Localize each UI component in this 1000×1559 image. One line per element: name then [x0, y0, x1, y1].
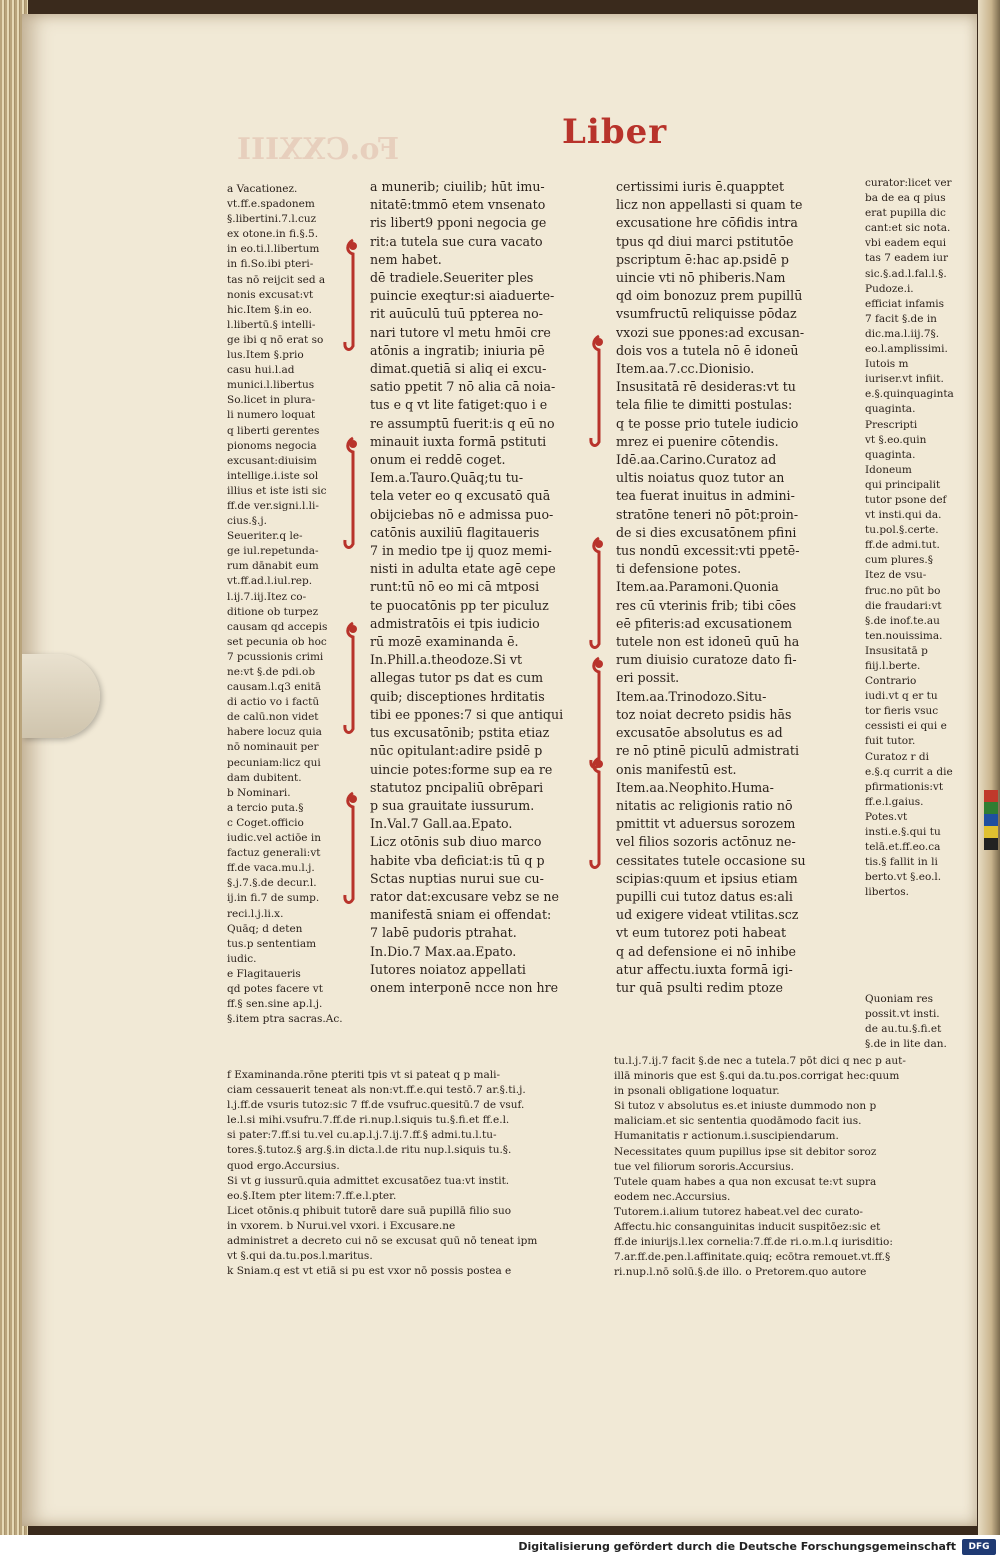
rubric-initial-6: [588, 534, 610, 654]
rubric-initial-2: [342, 434, 364, 554]
text-line: a munerib; ciuilib; hūt imu-: [370, 179, 545, 194]
text-line: vt insti.qui da.: [865, 509, 942, 522]
text-line: efficiat infamis: [865, 297, 945, 310]
text-line: rum diuisio curatoze dato fi-: [616, 652, 797, 668]
text-line: vt.ff.ad.l.iul.rep.: [227, 575, 313, 588]
text-line: illā minoris que est §.qui da.tu.pos.corrigat hec:quum: [614, 1070, 900, 1083]
text-line: rator dat:excusare vebz se ne: [370, 888, 559, 904]
text-line: lus.Item §.prio: [227, 349, 304, 362]
text-line: telā.et.ff.eo.ca: [865, 841, 941, 854]
text-line: tus excusatōnib; pstita etiaz: [370, 725, 550, 741]
text-line: factuz generali:vt: [227, 847, 321, 860]
text-line: dimat.quetiā si aliq ei excu-: [370, 361, 547, 377]
text-line: k Sniam.q est vt etiā si pu est vxor nō possis postea e: [227, 1265, 512, 1278]
text-line: Necessitates quum pupillus ipse sit debitor soroz: [614, 1145, 877, 1158]
rubric-initial-4: [342, 789, 364, 909]
text-line: in psonali obligatione loquatur.: [614, 1085, 780, 1098]
text-line: pionoms negocia: [227, 439, 317, 452]
text-line: onem interponē ncce non hre: [370, 979, 559, 995]
text-line: Insusitatā p: [865, 644, 928, 657]
text-line: rum dānabit eum: [227, 560, 319, 573]
text-line: ba de ea q pius: [865, 192, 946, 205]
text-line: maliciam.et sic sententia quodāmodo facit ius.: [614, 1115, 862, 1128]
text-line: cum plures.§: [865, 554, 933, 567]
text-line: ff.de vaca.mu.l.j.: [227, 862, 315, 875]
text-line: quaginta.: [865, 403, 916, 416]
text-line: Potes.vt: [865, 810, 908, 823]
text-line: te puocatōnis pp ter piculuz: [370, 597, 549, 613]
right-page-edge: [978, 0, 1000, 1535]
text-line: rit auūculū tuū ppterea no-: [370, 306, 544, 322]
text-line: vt §.qui da.tu.pos.l.maritus.: [227, 1250, 373, 1263]
text-line: Tutorem.i.alium tutorez habeat.vel dec curato-: [614, 1205, 863, 1218]
text-line: 7 pcussionis crimi: [227, 650, 324, 663]
text-line: tpus qd diui marci pstitutōe: [616, 233, 794, 249]
text-line: ultis noiatus quoz tutor an: [616, 470, 785, 486]
text-line: erat pupilla dic: [865, 207, 946, 220]
text-line: Curatoz r di: [865, 750, 929, 763]
text-line: ti defensione potes.: [616, 561, 742, 577]
text-line: quib; disceptiones hrditatis: [370, 688, 545, 704]
text-line: Iem.a.Tauro.Quāq;tu tu-: [370, 470, 524, 486]
text-line: quod ergo.Accursius.: [227, 1159, 340, 1172]
page-title: Liber: [562, 112, 668, 152]
text-line: pmittit vt aduersus sorozem: [616, 816, 796, 832]
text-line: tutele non est idoneū quū ha: [616, 634, 800, 650]
text-line: cius.§.j.: [227, 515, 267, 528]
text-line: Itez de vsu-: [865, 569, 927, 582]
text-line: dois vos a tutela nō ē idoneū: [616, 342, 799, 358]
text-line: rū mozē examinanda ē.: [370, 634, 519, 650]
text-line: pfirmationis:vt: [865, 780, 944, 793]
text-line: vxozi sue ppones:ad excusan-: [616, 324, 805, 340]
text-line: eri possit.: [616, 670, 680, 686]
text-line: In.Dio.7 Max.aa.Epato.: [370, 943, 517, 959]
text-line: qui principalit: [865, 478, 941, 491]
text-line: Humanitatis r actionum.i.suscipiendarum.: [614, 1130, 839, 1143]
text-line: causam qd accepis: [227, 620, 328, 633]
rubric-initial-5: [588, 332, 610, 452]
text-line: cessisti ei qui e: [865, 720, 947, 733]
gloss-right-column-lower: [865, 992, 973, 1052]
text-line: §.de inof.te.au: [865, 614, 940, 627]
text-line: die fraudari:vt: [865, 599, 942, 612]
text-line: Licz otōnis sub diuo marco: [370, 834, 542, 850]
text-line: fuit tutor.: [865, 735, 916, 748]
text-line: in eo.ti.l.libertum: [227, 243, 320, 256]
text-line: tea fuerat inuitus in admini-: [616, 488, 795, 504]
text-line: ff.e.l.gaius.: [865, 795, 924, 808]
text-line: f Examinanda.rōne pteriti tpis vt si pateat q p mali-: [227, 1069, 501, 1081]
text-line: l.j.ff.de vsuris tutoz:sic 7 ff.de vsufruc.quesitū.7 de vsuf.: [227, 1099, 525, 1112]
text-line: vbi eadem equi: [865, 237, 947, 250]
text-line: ff.de admi.tut.: [865, 539, 940, 552]
text-line: tus nondū excessit:vti ppetē-: [616, 543, 800, 559]
text-line: re assumptū fuerit:is q eū no: [370, 415, 555, 431]
text-line: licz non appellasti si quam te: [616, 197, 803, 213]
gloss-bottom-left: [227, 1068, 607, 1279]
text-line: Item.aa.Paramoni.Quonia: [616, 579, 779, 595]
text-line: p sua grauitate iussurum.: [370, 797, 535, 813]
text-line: Item.aa.7.cc.Dionisio.: [616, 361, 755, 377]
main-text-column-1: [370, 178, 610, 997]
text-line: berto.vt §.eo.l.: [865, 871, 942, 884]
text-line: eodem nec.Accursius.: [614, 1190, 731, 1203]
gloss-bottom-right: [614, 1054, 974, 1280]
text-line: causam.l.q3 enitā: [227, 681, 322, 694]
main-text-column-2: [616, 178, 856, 997]
text-line: puincie exeqtur:si aiaduerte-: [370, 288, 555, 304]
text-line: Iutois m: [865, 358, 909, 371]
text-line: ciam cessauerit teneat als non:vt.ff.e.qui testō.7 ar.§.ti.j.: [227, 1084, 526, 1097]
text-line: re nō ptinē piculū admistrati: [616, 743, 799, 759]
text-line: Iutores noiatoz appellati: [370, 961, 526, 977]
page-clip-marker: [22, 654, 100, 738]
text-line: certissimi iuris ē.quapptet: [616, 179, 785, 194]
text-line: nō nominauit per: [227, 741, 319, 754]
text-line: tibi ee ppones:7 si que antiqui: [370, 706, 564, 722]
text-line: 7.ar.ff.de.pen.l.affinitate.quiq; ecōtra remouet.vt.ff.§: [614, 1251, 891, 1264]
text-line: curator:licet ver: [865, 177, 952, 189]
text-line: atōnis a ingratib; iniuria pē: [370, 342, 545, 358]
text-line: atur affectu.iuxta formā igi-: [616, 961, 793, 977]
text-line: de au.tu.§.fi.et: [865, 1023, 942, 1036]
text-line: mrez ei puenire cōtendis.: [616, 433, 779, 449]
text-line: Si tutoz v absolutus es.et iniuste dummodo non p: [614, 1100, 877, 1113]
text-line: fruc.no pūt bo: [865, 584, 941, 597]
text-line: ris libert9 pponi negocia ge: [370, 215, 547, 231]
text-line: Quoniam res: [865, 993, 933, 1005]
text-line: ff.de ver.signi.l.li-: [227, 499, 319, 512]
dfg-logo: DFG: [962, 1539, 996, 1555]
text-line: uincie vti nō phiberis.Nam: [616, 270, 786, 286]
text-line: dē tradiele.Seueriter ples: [370, 270, 534, 286]
text-line: nūc opitulant:adire psidē p: [370, 743, 543, 759]
text-line: iuriser.vt infiit.: [865, 373, 944, 386]
text-line: nisti in adulta etate agē cepe: [370, 561, 556, 577]
text-line: iudi.vt q er tu: [865, 690, 938, 703]
text-line: hic.Item §.in eo.: [227, 303, 312, 316]
text-line: §.j.7.§.de decur.l.: [227, 877, 317, 890]
text-line: §.de in lite dan.: [865, 1038, 947, 1051]
text-line: satio ppetit 7 nō alia cā noia-: [370, 379, 556, 395]
text-line: onum ei reddē coget.: [370, 452, 506, 468]
text-line: ge iul.repetunda-: [227, 545, 319, 558]
text-line: cant:et sic nota.: [865, 222, 951, 235]
text-line: vsumfructū reliquisse pōdaz: [616, 306, 797, 322]
text-line: eē pfiteris:ad excusationem: [616, 615, 793, 631]
text-line: ff.§ sen.sine ap.l.j.: [227, 998, 323, 1011]
text-line: le.l.si mihi.vsufru.7.ff.de ri.nup.l.siquis tu.§.fi.et ff.e.l.: [227, 1114, 510, 1127]
color-calibration-bar: [984, 790, 998, 852]
text-line: 7 facit §.de in: [865, 312, 937, 325]
text-line: Sctas nuptias nurui sue cu-: [370, 870, 544, 886]
text-line: eo.l.amplissimi.: [865, 343, 948, 356]
text-line: dam dubitent.: [227, 771, 302, 784]
text-line: tu.pol.§.certe.: [865, 524, 939, 537]
text-line: tue vel filiorum sororis.Accursius.: [614, 1160, 795, 1173]
text-line: tis.§ fallit in li: [865, 856, 938, 869]
text-line: Prescripti: [865, 418, 918, 431]
text-line: pscriptum ē:hac ap.psidē p: [616, 251, 789, 267]
text-line: tutor psone def: [865, 493, 947, 506]
text-line: tela filie te dimitti postulas:: [616, 397, 793, 413]
text-line: c Coget.officio: [227, 816, 304, 829]
text-line: ri.nup.l.nō solū.§.de illo. o Pretorem.quo autore: [614, 1266, 867, 1279]
text-line: catōnis auxiliū flagitaueris: [370, 524, 540, 540]
text-line: reci.l.j.li.x.: [227, 907, 284, 920]
digitization-credit: Digitalisierung gefördert durch die Deutsche Forschungsgemeinschaft: [518, 1540, 956, 1553]
text-line: statutoz pncipaliū obrēpari: [370, 779, 544, 795]
text-line: §.item ptra sacras.Ac.: [227, 1013, 343, 1026]
text-line: l.ij.7.iij.Itez co-: [227, 590, 307, 603]
text-line: Seueriter.q le-: [227, 530, 303, 543]
text-line: quaginta.: [865, 448, 916, 461]
text-line: insti.e.§.qui tu: [865, 826, 941, 839]
text-line: vt.ff.e.spadonem: [227, 198, 315, 211]
text-line: Idē.aa.Carino.Curatoz ad: [616, 452, 777, 468]
rubric-initial-3: [342, 619, 364, 739]
text-line: manifestā sniam ei offendat:: [370, 907, 552, 923]
text-line: e.§.quinquaginta: [865, 388, 954, 401]
text-line: pecuniam:licz qui: [227, 756, 321, 769]
footer-bar: [0, 1535, 1000, 1559]
text-line: rit:a tutela sue cura vacato: [370, 233, 543, 249]
text-line: libertos.: [865, 886, 909, 899]
text-line: onis manifestū est.: [616, 761, 737, 777]
text-line: res cū vterinis frib; tibi cōes: [616, 597, 797, 613]
text-line: vt §.eo.quin: [865, 433, 927, 446]
text-line: pupilli cui tutoz datus es:ali: [616, 888, 793, 904]
text-line: q te posse prio tutele iudicio: [616, 415, 799, 431]
text-line: l.libertū.§ intelli-: [227, 318, 316, 331]
rubric-initial-1: [342, 236, 364, 356]
text-line: tus.p sententiam: [227, 937, 317, 950]
text-line: e Flagitaueris: [227, 967, 301, 980]
text-line: dic.ma.l.iij.7§.: [865, 327, 940, 340]
text-line: Item.aa.Trinodozo.Situ-: [616, 688, 767, 704]
text-line: excusant:diuisim: [227, 454, 317, 467]
text-line: tela veter eo q excusatō quā: [370, 488, 551, 504]
text-line: 7 labē pudoris ptrahat.: [370, 925, 517, 941]
text-line: ex otone.in fi.§.5.: [227, 228, 319, 241]
text-line: munici.l.libertus: [227, 379, 315, 392]
text-line: casu hui.l.ad: [227, 364, 295, 377]
text-line: nonis excusat:vt: [227, 288, 314, 301]
text-line: a Vacationez.: [227, 183, 298, 195]
text-line: So.licet in plura-: [227, 394, 316, 407]
text-line: possit.vt insti.: [865, 1008, 940, 1021]
text-line: b Nominari.: [227, 786, 291, 799]
text-line: Quāq; d deten: [227, 922, 303, 935]
text-line: qd oim bonozuz prem pupillū: [616, 288, 803, 304]
text-line: In.Val.7 Gall.aa.Epato.: [370, 816, 513, 832]
text-line: tas nō reijcit sed a: [227, 273, 326, 286]
text-line: Si vt g iussurū.quia admittet excusatōez tua:vt instit.: [227, 1174, 510, 1187]
text-line: de si dies excusatōnem pfini: [616, 524, 797, 540]
text-line: tores.§.tutoz.§ arg.§.in dicta.l.de ritu nup.l.siquis tu.§.: [227, 1144, 512, 1157]
text-line: toz noiat decreto psidis hās: [616, 706, 792, 722]
text-line: nari tutore vl metu hmōi cre: [370, 324, 551, 340]
text-line: vel filios sozoris actōnuz ne-: [616, 834, 796, 850]
text-line: iudic.vel actiōe in: [227, 832, 321, 845]
text-line: ten.nouissima.: [865, 629, 943, 642]
text-line: Idoneum: [865, 463, 912, 476]
text-line: Insusitatā rē desideras:vt tu: [616, 379, 796, 395]
text-line: tur quā psulti redim ptoze: [616, 979, 783, 995]
text-line: administret a decreto cui nō se excusat quū nō teneat ipm: [227, 1235, 538, 1248]
text-line: nitatis ac religionis ratio nō: [616, 797, 793, 813]
text-line: vt eum tutorez poti habeat: [616, 925, 787, 941]
text-line: q liberti gerentes: [227, 424, 320, 437]
gloss-right-column: [865, 176, 973, 901]
text-line: runt:tū nō eo mi cā mtposi: [370, 579, 540, 595]
text-line: iudic.: [227, 952, 257, 965]
text-line: tor fieris vsuc: [865, 705, 939, 718]
book-page: [22, 14, 977, 1526]
text-line: excusatione hre cōfidis intra: [616, 215, 798, 231]
text-line: ne:vt §.de pdi.ob: [227, 666, 316, 678]
text-line: qd potes facere vt: [227, 982, 323, 995]
text-line: de calū.non videt: [227, 711, 319, 724]
text-line: eo.§.Item pter litem:7.ff.e.l.pter.: [227, 1189, 397, 1202]
text-line: admistratōis ei tpis iudicio: [370, 615, 540, 631]
text-line: scipias:quum et ipsius etiam: [616, 870, 798, 886]
text-line: illius et iste isti sic: [227, 484, 327, 497]
text-line: 7 in medio tpe ij quoz memi-: [370, 543, 552, 559]
text-line: obijciebas nō e admissa puo-: [370, 506, 554, 522]
text-line: nitatē:tmmō etem vnsenato: [370, 197, 546, 213]
text-line: fiij.l.berte.: [865, 660, 921, 672]
text-line: habite vba deficiat:is tū q p: [370, 852, 545, 868]
text-line: nem habet.: [370, 251, 442, 267]
text-line: set pecunia ob hoc: [227, 635, 327, 648]
text-line: Contrario: [865, 675, 917, 688]
text-line: ditione ob turpez: [227, 605, 319, 618]
text-line: ij.in fi.7 de sump.: [227, 892, 320, 905]
text-line: Affectu.hic consanguinitas inducit suspitōez:sic et: [614, 1221, 881, 1234]
text-line: Item.aa.Neophito.Huma-: [616, 779, 774, 795]
text-line: tus e q vt lite fatiget:quo i e: [370, 397, 548, 413]
text-line: habere locuz quia: [227, 726, 322, 739]
text-line: sic.§.ad.l.fal.l.§.: [865, 267, 947, 280]
text-line: di actio vo i factū: [227, 696, 320, 709]
text-line: Tutele quam habes a qua non excusat te:vt supra: [614, 1175, 877, 1188]
text-line: minauit iuxta formā pstituti: [370, 433, 547, 449]
text-line: cessitates tutele occasione su: [616, 852, 806, 868]
text-line: in fi.So.ibi pteri-: [227, 258, 314, 271]
bleed-through-text: Fo.CXXIII: [237, 132, 400, 167]
text-line: Pudoze.i.: [865, 282, 914, 295]
text-line: ge ibi q nō erat so: [227, 333, 324, 346]
text-line: q ad defensione ei nō inhibe: [616, 943, 796, 959]
text-line: uincie potes:forme sup ea re: [370, 761, 553, 777]
text-line: In.Phill.a.theodoze.Si vt: [370, 652, 523, 668]
text-line: tu.l.j.7.ij.7 facit §.de nec a tutela.7 pōt dici q nec p aut-: [614, 1055, 906, 1067]
text-line: allegas tutor ps dat es cum: [370, 670, 544, 686]
text-line: stratōne teneri nō pōt:proin-: [616, 506, 799, 522]
text-line: excusatōe absolutus es ad: [616, 725, 783, 741]
text-line: in vxorem. b Nurui.vel vxori. i Excusare.ne: [227, 1219, 456, 1232]
text-line: si pater:7.ff.si tu.vel cu.ap.l.j.7.ij.7.ff.§ admi.tu.l.tu-: [227, 1129, 497, 1142]
text-line: intellige.i.iste sol: [227, 469, 319, 482]
rubric-initial-8: [588, 754, 610, 874]
text-line: a tercio puta.§: [227, 801, 304, 814]
text-line: e.§.q currit a die: [865, 765, 953, 778]
text-line: §.libertini.7.l.cuz: [227, 213, 317, 226]
text-line: ud exigere videat vtilitas.scz: [616, 907, 799, 923]
text-line: Licet otōnis.q phibuit tutorē dare suā pupillā filio suo: [227, 1204, 512, 1217]
text-line: li numero loquat: [227, 409, 316, 422]
text-line: tas 7 eadem iur: [865, 252, 949, 265]
text-line: ff.de iniurijs.l.lex cornelia:7.ff.de ri.o.m.l.q iurisditio:: [614, 1236, 893, 1249]
